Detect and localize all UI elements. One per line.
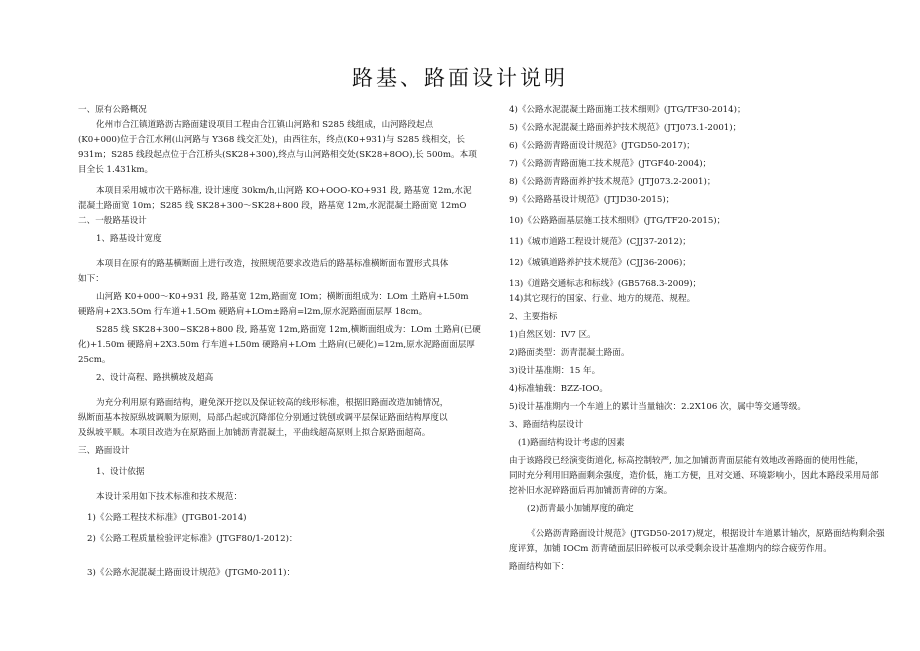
paragraph-line: (K0+000)位于合江水闸(山河路与 Y368 线交汇处)，由西往东，终点(K0+931)与 S285 线相交，长 <box>78 135 466 145</box>
reference-item: 10)《公路路面基层施工技术细则》(JTG/TF20-2015)； <box>509 216 726 226</box>
indicator-item: 4)标准轴载：BZZ-IOO。 <box>509 384 609 394</box>
reference-item: 9)《公路路基设计规范》(JTJD30-2015)； <box>509 195 675 205</box>
subsection-heading: (2)沥青最小加铺厚度的确定 <box>527 504 634 514</box>
reference-item: 4)《公路水泥混凝土路面施工技术细则》(JTG/TF30-2014)； <box>509 105 746 115</box>
paragraph-line: 《公路沥青路面设计规范》(JTGD50-2017)规定，根据设计车道累计轴次，原路面结构剩余强 <box>527 529 885 539</box>
section-heading-2: 二、一般路基设计 <box>78 216 147 226</box>
subsection-heading: 2、设计高程、路拱横坡及超高 <box>96 373 214 383</box>
paragraph-line: 及纵坡平顺。本项目改造为在原路面上加铺沥青混凝土，平曲线超高原则上拟合原路面超高。 <box>78 428 431 438</box>
paragraph-line: 度评算，加铺 IOCm 沥青碴面层旧碎板可以承受剩余设计基准期内的综合疲劳作用。 <box>509 544 832 554</box>
paragraph-line: 化州市合江镇道路沥古路面建设项目工程由合江镇山河路和 S285 线组成，山河路段起点 <box>96 120 434 130</box>
paragraph-line: 混凝土路面宽 10m；S285 线 SK28+300～SK28+800 段，路基宽 12m,水泥混凝土路面宽 12mO <box>78 201 467 211</box>
paragraph-line: 挖补旧水泥碎路面后再加铺沥青碎的方案。 <box>509 486 673 496</box>
indicator-item: 2)路面类型：沥青混凝土路面。 <box>509 348 630 358</box>
reference-item: 8)《公路沥青路面养护技术规范》(JTJ073.2-2001)； <box>509 177 716 187</box>
paragraph-line: S285 线 SK28+300~SK28+800 段, 路基宽 12m,路面宽 12m,横断面组成为：LOm 土路肩(已硬 <box>96 325 481 335</box>
subsection-heading: 3、路面结构层设计 <box>509 420 584 430</box>
section-heading-3: 三、路面设计 <box>78 446 130 456</box>
subsection-heading: 2、主要指标 <box>509 312 558 322</box>
paragraph-line: 目全长 1.431km。 <box>78 165 154 175</box>
paragraph-line: 931m；S285 线段起点位于合江桥头(SK28+300),终点与山河路相交处(SK28+8OO),长 500m。本项 <box>78 150 477 160</box>
reference-item: 7)《公路沥青路面施工技术规范》(JTGF40-2004)； <box>509 159 712 169</box>
left-column <box>78 104 481 579</box>
paragraph-line: 本设计采用如下技术标准和技术规范： <box>96 492 243 502</box>
subsection-heading: 1、设计依据 <box>96 467 145 477</box>
subsection-heading: (1)路面结构设计考虑的因素 <box>518 438 625 448</box>
paragraph-line: 本项目采用城市次干路标准, 设计速度 30km/h,山河路 KO+OOO-KO+931 段, 路基宽 12m,水泥 <box>96 186 472 196</box>
paragraph-line: 25cm。 <box>78 355 111 365</box>
right-column <box>509 104 884 573</box>
paragraph-line: 硬路肩+2X3.5Om 行车道+1.5Om 硬路肩+LOm±路肩=l2m,原水泥路面面层厚 18cm。 <box>78 307 428 317</box>
reference-item: 5)《公路水泥混凝土路面养护技术规范》(JTJ073.1-2001)； <box>509 123 742 133</box>
indicator-item: 1)自然区划：IV7 区。 <box>509 330 596 340</box>
document-title: 路基、路面设计说明 <box>352 66 568 90</box>
paragraph-line: 为充分利用原有路面结构，避免深开挖以及保证较高的线形标准，根据旧路面改造加铺情况， <box>96 398 449 408</box>
paragraph-line: 路面结构如下： <box>509 562 570 572</box>
reference-item: 3)《公路水泥混凝土路面设计规范》(JTGM0-2011)： <box>87 568 296 578</box>
reference-item: 14)其它现行的国家、行业、地方的规范、规程。 <box>509 294 696 304</box>
indicator-item: 5)设计基准期内一个车道上的累计当量轴次：2.2X106 次，属中等交通等级。 <box>509 402 806 412</box>
reference-item: 1)《公路工程技术标准》(JTGB01-2014) <box>87 513 247 523</box>
paragraph-line: 由于该路段已经演变街道化, 标高控制较严, 加之加铺沥青面层能有效地改善路面的使用性能， <box>509 456 864 466</box>
reference-item: 12)《城镇道路养护技术规范》(CJJ36-2006)； <box>509 258 691 268</box>
indicator-item: 3)设计基准期：15 年。 <box>509 366 601 376</box>
paragraph-line: 如下： <box>78 274 104 284</box>
reference-item: 11)《城市道路工程设计规范》(CJJ37-2012)； <box>509 237 691 247</box>
paragraph-line: 化)+1.50m 硬路肩+2X3.50m 行车道+L50m 硬路肩+LOm 土路肩(已硬化)=12m,原水泥路面面层厚 <box>78 340 475 350</box>
reference-item: 13)《道路交通标志和标线》(GB5768.3-2009)； <box>509 279 702 289</box>
reference-item: 6)《公路沥青路面设计规范》(JTGD50-2017)； <box>509 141 695 151</box>
section-heading-1: 一、原有公路概况 <box>78 105 147 115</box>
paragraph-line: 纵断面基本按原纵坡调顺为原则，局部凸起或沉降部位分别通过铣刨或调平层保证路面结构厚度以 <box>78 413 448 423</box>
subsection-heading: 1、路基设计宽度 <box>96 234 162 244</box>
paragraph-line: 山河路 K0+000～K0+931 段, 路基宽 12m,路面宽 IOm；横断面组成为：LOm 土路肩+L50m <box>96 292 469 302</box>
paragraph-line: 同时充分利用旧路面剩余强度，造价低，施工方便，且对交通、环境影响小，因此本路段采用局部 <box>509 471 879 481</box>
reference-item: 2)《公路工程质量检验评定标准》(JTGF80/1-2012)： <box>87 534 298 544</box>
paragraph-line: 本项目在原有的路基横断面上进行改造，按照规范要求改造后的路基标准横断面布置形式具体 <box>96 259 449 269</box>
